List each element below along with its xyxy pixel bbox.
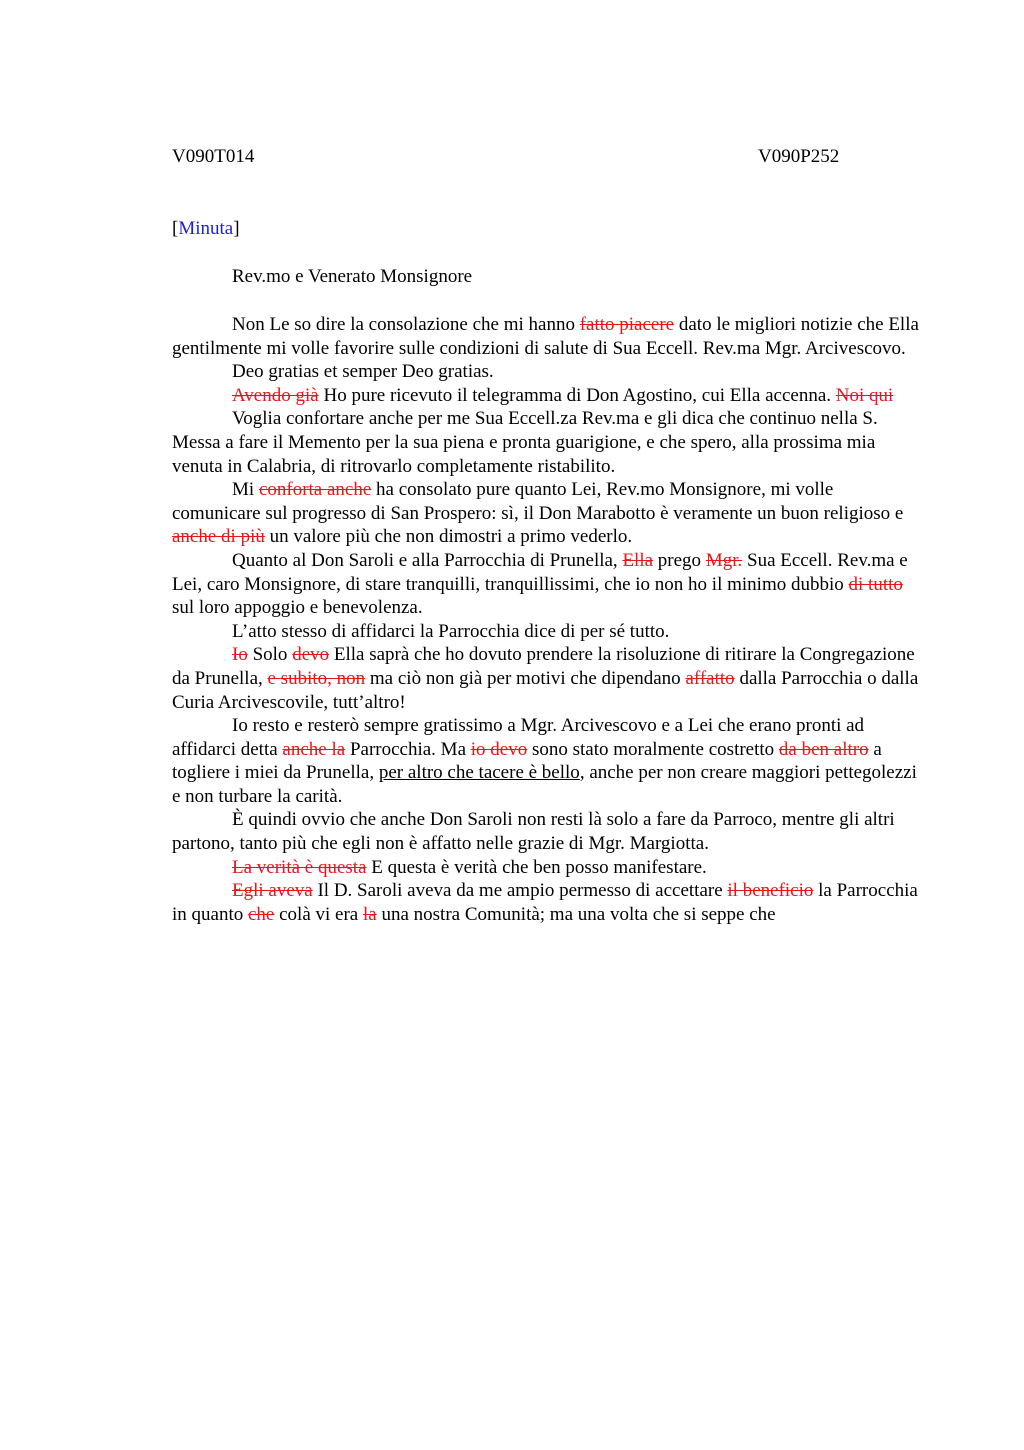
text-segment: L’atto stesso di affidarci la Parrocchia dice di per sé tutto. <box>232 620 670 642</box>
text-segment: E questa è verità che ben posso manifestare. <box>366 856 707 878</box>
text-segment: a togliere i miei da Prunella, <box>172 738 882 784</box>
deleted-text: anche di più <box>172 526 265 548</box>
text-segment: Il D. Saroli aveva da me ampio permesso di accettare <box>312 880 728 902</box>
text-segment: , anche per non creare maggiori pettegolezzi e non turbare la carità. <box>172 762 917 807</box>
deleted-text: fatto piacere <box>579 314 675 335</box>
text-segment: un valore più che non dimostri a primo vederlo. <box>264 526 633 548</box>
deleted-text: la <box>363 903 377 925</box>
minuta-label <box>172 218 240 240</box>
text-segment: una nostra Comunità; ma una volta che si seppe che <box>376 903 776 925</box>
text-segment: dato le migliori notizie che Ella gentilmente mi volle favorire sulle condizioni di salute di Sua Eccell. Rev.ma Mgr. Arcivescovo. <box>172 314 919 359</box>
underlined-text: per altro che tacere è bello <box>378 762 580 784</box>
deleted-text: che <box>248 903 275 925</box>
text-segment: ma ciò non già per motivi che dipendano <box>365 667 686 689</box>
text-segment: È quindi ovvio che anche Don Saroli non resti là solo a fare da Parroco, mentre gli altri partono, tanto più che egli non è affatto nelle grazie di Mgr. Margiotta. <box>172 809 895 855</box>
text-segment: sul loro appoggio e benevolenza. <box>172 597 423 619</box>
paragraph <box>172 478 924 549</box>
paragraph <box>172 643 924 714</box>
deleted-text: Ella <box>622 549 654 571</box>
text-segment: prego <box>653 549 706 571</box>
text-segment: Deo gratias et semper Deo gratias. <box>232 361 494 383</box>
deleted-text: Noi qui <box>835 384 894 406</box>
deleted-text: il beneficio <box>727 880 814 902</box>
minuta-text: Minuta <box>178 218 234 239</box>
paragraph <box>172 549 924 620</box>
paragraph <box>172 360 924 384</box>
paragraph <box>172 620 924 644</box>
deleted-text: Avendo già <box>232 384 319 406</box>
paragraph <box>172 879 924 926</box>
text-segment: colà vi era <box>274 903 363 925</box>
minuta-close-bracket: ] <box>233 218 240 239</box>
text-segment: Quanto al Don Saroli e alla Parrocchia di Prunella, <box>232 549 623 571</box>
text-segment: Io resto e resterò sempre gratissimo a Mgr. Arcivescovo e a Lei che erano pronti ad affidarci detta <box>172 715 865 760</box>
deleted-text: devo <box>292 644 330 666</box>
letter-body <box>172 313 924 926</box>
text-segment: Ella saprà che ho dovuto prendere la risoluzione di ritirare la Congregazione da Prunella, <box>172 644 915 689</box>
text-segment: la Parrocchia in quanto <box>172 880 918 925</box>
paragraph <box>172 384 924 408</box>
text-segment: Voglia confortare anche per me Sua Eccell.za Rev.ma e gli dica che continuo nella S. Messa a fare il Memento per la sua piena e pronta guarigione, e che spero, alla prossima mia venuta in Calabria, di ritrovarlo completamente ristabilito. <box>172 408 878 477</box>
deleted-text: Egli aveva <box>232 880 313 902</box>
text-segment: Solo <box>247 644 293 666</box>
deleted-text: Io <box>232 644 248 666</box>
deleted-text: da ben altro <box>778 738 869 760</box>
paragraph <box>172 856 924 880</box>
text-segment: dalla Parrocchia o dalla Curia Arcivescovile, tutt’altro! <box>172 667 919 713</box>
deleted-text: Mgr. <box>705 549 743 571</box>
document-code-right: V090P252 <box>758 146 840 167</box>
text-segment: sono stato moralmente costretto <box>527 738 779 760</box>
text-segment: Parrocchia. Ma <box>345 738 471 760</box>
salutation: Rev.mo e Venerato Monsignore <box>232 266 473 287</box>
deleted-text: io devo <box>470 738 528 760</box>
minuta-open-bracket: [ <box>172 218 179 239</box>
paragraph <box>172 313 924 360</box>
text-segment: ha consolato pure quanto Lei, Rev.mo Monsignore, mi volle comunicare sul progresso di San Prospero: sì, il Don Marabotto è veramente un buon religioso e <box>172 479 904 524</box>
paragraph <box>172 714 924 808</box>
deleted-text: affatto <box>685 667 735 689</box>
document-code-left: V090T014 <box>172 146 255 167</box>
paragraph <box>172 808 924 855</box>
text-segment: Mi <box>232 479 259 501</box>
deleted-text: conforta anche <box>258 479 372 501</box>
text-segment: Sua Eccell. Rev.ma e Lei, caro Monsignore, di stare tranquilli, tranquillissimi, che io non ho il minimo dubbio <box>172 549 908 595</box>
paragraph <box>172 407 924 478</box>
deleted-text: e subito, non <box>267 667 366 689</box>
deleted-text: La verità è questa <box>232 856 367 878</box>
deleted-text: anche la <box>282 738 346 760</box>
deleted-text: di tutto <box>848 573 903 595</box>
text-segment: Ho pure ricevuto il telegramma di Don Agostino, cui Ella accenna. <box>318 384 836 406</box>
text-segment: Non Le so dire la consolazione che mi hanno <box>232 314 580 335</box>
